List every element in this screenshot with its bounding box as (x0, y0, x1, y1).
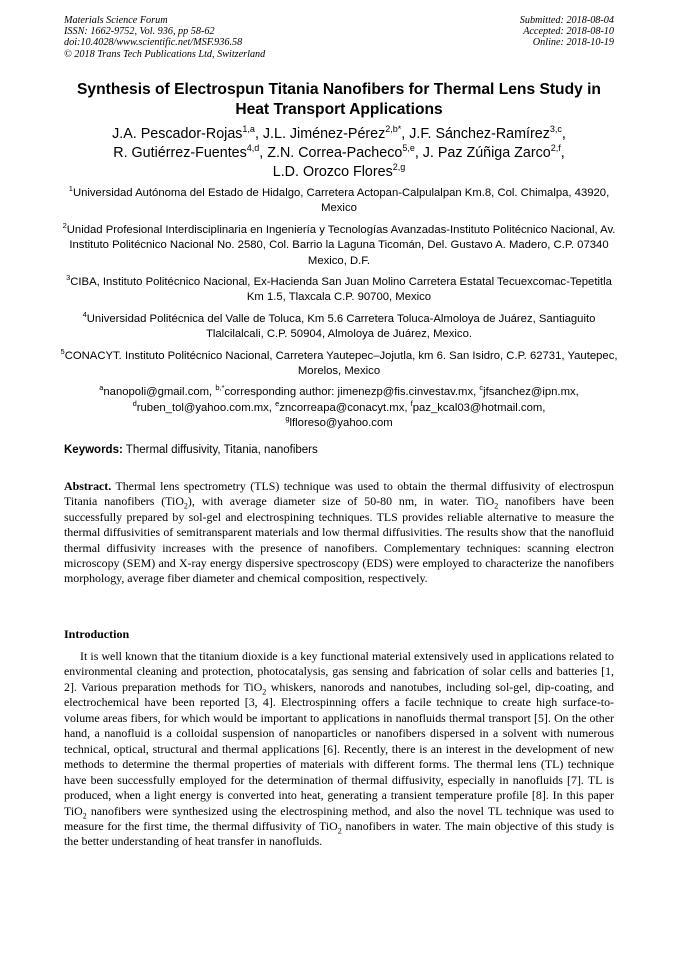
issn: ISSN: 1662-9752, Vol. 936, pp 58-62 (64, 26, 215, 38)
author-sup: 2,f (550, 143, 561, 154)
copyright: © 2018 Trans Tech Publications Ltd, Switzerland (64, 48, 266, 60)
email-text: zncorreapa@conacyt.mx, (279, 401, 411, 414)
abstract-label: Abstract. (64, 479, 112, 493)
email-text: nanopoli@gmail.com, (103, 386, 216, 399)
affiliation-number: 2 (62, 221, 67, 231)
email-sup: f (410, 399, 413, 409)
abstract-text: nanofibers have been successfully prepared by sol-gel and electrospining techniques. TLS provides reliable alternative to measure the thermal diffusivities of semitransparent materials and low thermal diffusivities. The results show that the nanofluid thermal diffusivity increases with the presence of nanofibers. Complementary techniques: scanning electron microscopy (SEM) and X-ray energy dispersive spectroscopy (EDS) were employed to characterize the nanofibers morphology, average fiber diameter and chemical composition, respectively. (64, 494, 614, 586)
email-text: ruben_tol@yahoo.com.mx, (136, 401, 276, 414)
affiliation-number: 3 (66, 273, 71, 283)
affiliation-text: Unidad Profesional Interdisciplinaria en Ingeniería y Tecnologías Avanzadas-Instituto Politécnico Nacional, Av. Instituto Politécnico Nacional No. 2580, Col. Barrio la Laguna Ticomán, Del. Gustavo A. Madero, C.P. 07340 Mexico, D.F. (66, 223, 616, 267)
affiliation-number: 1 (68, 184, 73, 194)
affiliation (58, 186, 620, 217)
submitted-date: Submitted: 2018-08-04 (519, 15, 614, 26)
subscript: 2 (262, 687, 267, 697)
email-sup: b,* (215, 383, 225, 393)
affiliation-number: 4 (82, 310, 87, 320)
abstract-text: Thermal lens spectrometry (TLS) technique was used to obtain the thermal diffusivity of electrospun Titania nanofibers (TiO (64, 479, 614, 509)
email-text: corresponding author: jimenezp@fis.cinvestav.mx, (224, 386, 480, 399)
author-name: L.D. Orozco Flores (272, 164, 393, 180)
doi: doi:10.4028/www.scientific.net/MSF.936.58 (64, 37, 243, 49)
affiliation (58, 223, 620, 269)
author-name: R. Gutiérrez-Fuentes (113, 145, 247, 161)
online-date: Online: 2018-10-19 (532, 37, 614, 49)
email-sup: a (99, 383, 104, 393)
affiliation-number: 5 (60, 346, 65, 356)
author-sup: 3,c (549, 124, 562, 135)
email-text: paz_kcal03@hotmail.com, (412, 401, 546, 414)
affiliation-text: Universidad Autónoma del Estado de Hidalgo, Carretera Actopan-Calpulalpan Km.8, Col. Chimalpa, 43920, Mexico (72, 187, 610, 215)
paper-title (40, 80, 638, 120)
publication-dates (520, 15, 614, 49)
affiliation-text: CIBA, Instituto Politécnico Nacional, Ex-Hacienda San Juan Molino Carretera Estatal Tecuexcomac-Tepetitla Km 1.5, Tlaxcala C.P. 90700, Mexico (70, 276, 612, 304)
email-sup: d (132, 399, 137, 409)
author-sup: 5,e (402, 143, 415, 154)
author-name: J.F. Sánchez-Ramírez (409, 126, 550, 142)
subscript: 2 (183, 501, 188, 511)
author-name: J. Paz Zúñiga Zarco (422, 145, 551, 161)
affiliations (58, 186, 620, 432)
keywords-text: Thermal diffusivity, Titania, nanofibers (125, 444, 318, 456)
subscript: 2 (337, 826, 342, 836)
affiliation (58, 275, 620, 306)
intro-text: whiskers, nanorods and nanotubes, including sol-gel, dip-coating, and electrochemical have been reported [3, 4]. Electrospinning offers a facile technique to create high surface-to-volume areas fibers, for which would be important to applications in nanofluids thermal transport [5]. On the other hand, a nanofluid is a colloidal suspension of nanoparticles or nanofibers dispersed in a solvent with numerous technical, optical, structural and thermal applications [6]. Recently, there is an interest in the development of new methods to determine the thermal properties of materials with different forms. The thermal lens (TL) technique have been successfully employed for the determination of thermal diffusivity, especially in nanofluids [7]. TL is produced, when a light energy is converted into heat, generating a transient temperature profile [8]. In this paper TiO (64, 679, 614, 818)
subscript: 2 (82, 810, 87, 820)
email-sup: c (479, 383, 484, 393)
accepted-date: Accepted: 2018-08-10 (523, 26, 614, 38)
abstract (64, 479, 614, 587)
journal-info (64, 15, 265, 60)
title-line-1: Synthesis of Electrospun Titania Nanofibers for Thermal Lens Study in (77, 81, 601, 98)
affiliation-text: Universidad Politécnica del Valle de Toluca, Km 5.6 Carretera Toluca-Almoloya de Juárez, Santiaguito Tlalcilalcali, C.P. 50904, Almoloya de Juárez, Mexico. (86, 312, 596, 341)
section-heading-introduction: Introduction (64, 627, 130, 641)
author-sup: 2,b* (385, 124, 402, 135)
affiliation (58, 346, 620, 380)
email-sup: e (275, 399, 280, 409)
author-sup: 1,a (242, 124, 255, 135)
author-sup: 2,g (392, 162, 406, 173)
introduction-paragraph (64, 649, 614, 850)
abstract-text: ), with average diameter size of 50-80 nm, in water. TiO (187, 494, 495, 509)
author-sup: 4,d (246, 143, 260, 154)
author-name: Z.N. Correa-Pacheco (267, 145, 403, 161)
intro-text: nanofibers in water. The main objective of this study is the better understanding of heat transfer in nanofluids. (64, 818, 614, 849)
affiliation (58, 312, 620, 343)
intro-text: nanofibers were synthesized using the electrospining method, and also the novel TL technique was used to measure for the first time, the thermal diffusivity of TiO (64, 803, 614, 833)
author-name: J.L. Jiménez-Pérez (262, 126, 386, 142)
affiliation-text: CONACYT. Instituto Politécnico Nacional, Carretera Yautepec–Jojutla, km 6. San Isidro, C.P. 62731, Yautepec, Morelos, Mexico (64, 349, 618, 378)
email-sup: g (285, 414, 290, 424)
email-text: lfloreso@yahoo.com (289, 417, 393, 430)
author-list: J.A. Pescador-Rojas$^{1,a}$, J.L. Jiménez-Pérez$^{2,b*}$, J.F. Sánchez-Ramírez$^{3,c}$, R. Gutiérrez-Fuentes$^{4,d}$, Z.N. Correa-Pacheco$^{5,e}$, J. Paz Zúñiga Zarco$^{2,f}$, L.D. Orozco Flores$^{2,g}$ (112, 124, 566, 180)
author-name: J.A. Pescador-Rojas (112, 126, 243, 142)
subscript: 2 (494, 501, 499, 511)
intro-text: It is well known that the titanium dioxide is a key functional material extensively used in applications related to environmental cleaning and protection, photocatalysis, gas sensing and fabrication of solar cells and batteries [1, 2]. Various preparation methods for TiO (64, 649, 614, 694)
keywords-label: Keywords: (64, 444, 123, 456)
journal-name: Materials Science Forum (64, 15, 168, 26)
author-emails (58, 385, 620, 431)
email-text: jfsanchez@ipn.mx, (483, 386, 579, 399)
keywords (64, 443, 614, 458)
title-line-2: Heat Transport Applications (235, 101, 443, 118)
